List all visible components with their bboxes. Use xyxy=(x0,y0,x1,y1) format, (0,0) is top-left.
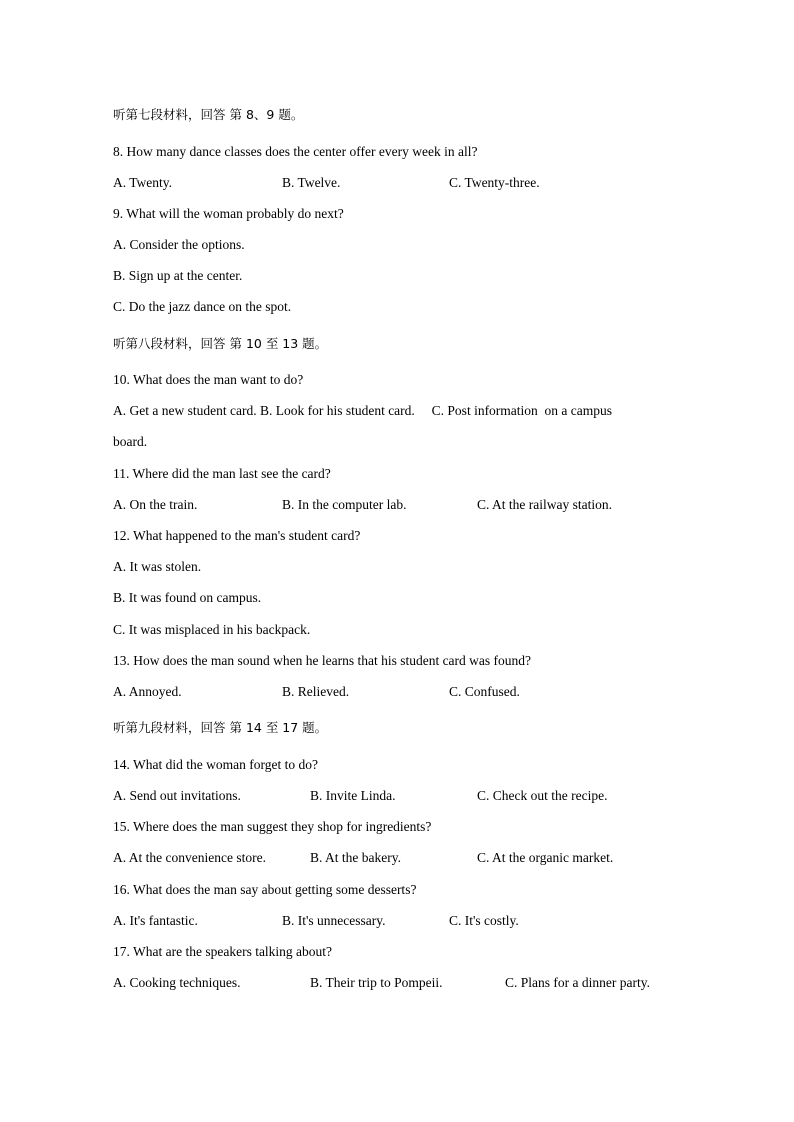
option-8c: C. Twenty-three. xyxy=(449,175,540,190)
options-10-continued: board. xyxy=(113,434,148,449)
question-14: 14. What did the woman forget to do? xyxy=(113,757,318,772)
option-16c: C. It's costly. xyxy=(449,913,519,928)
option-9c: C. Do the jazz dance on the spot. xyxy=(113,299,292,314)
section-heading-9: 听第九段材料，回答 第 14 至 17 题。 xyxy=(113,720,328,735)
option-8a: A. Twenty. xyxy=(113,175,173,190)
option-16a: A. It's fantastic. xyxy=(113,913,198,928)
question-9: 9. What will the woman probably do next? xyxy=(113,206,344,221)
option-15c: C. At the organic market. xyxy=(477,850,614,865)
question-10: 10. What does the man want to do? xyxy=(113,372,304,387)
question-15: 15. Where does the man suggest they shop for ingredients? xyxy=(113,819,432,834)
option-17a: A. Cooking techniques. xyxy=(113,975,241,990)
option-14c: C. Check out the recipe. xyxy=(477,788,608,803)
option-14b: B. Invite Linda. xyxy=(310,788,396,803)
option-12a: A. It was stolen. xyxy=(113,559,202,574)
option-9a: A. Consider the options. xyxy=(113,237,245,252)
question-8: 8. How many dance classes does the center offer every week in all? xyxy=(113,144,478,159)
option-9b: B. Sign up at the center. xyxy=(113,268,243,283)
option-13c: C. Confused. xyxy=(449,684,520,699)
section-heading-7: 听第七段材料，回答 第 8、9 题。 xyxy=(113,107,304,122)
section-heading-8: 听第八段材料，回答 第 10 至 13 题。 xyxy=(113,336,328,351)
option-16b: B. It's unnecessary. xyxy=(282,913,386,928)
option-14a: A. Send out invitations. xyxy=(113,788,241,803)
option-12b: B. It was found on campus. xyxy=(113,590,262,605)
option-17b: B. Their trip to Pompeii. xyxy=(310,975,443,990)
option-11b: B. In the computer lab. xyxy=(282,497,407,512)
options-10: A. Get a new student card. B. Look for his student card. C. Post information on a campus xyxy=(113,403,613,418)
option-15a: A. At the convenience store. xyxy=(113,850,266,865)
option-13a: A. Annoyed. xyxy=(113,684,182,699)
option-17c: C. Plans for a dinner party. xyxy=(505,975,650,990)
question-12: 12. What happened to the man's student card? xyxy=(113,528,361,543)
option-15b: B. At the bakery. xyxy=(310,850,401,865)
option-13b: B. Relieved. xyxy=(282,684,350,699)
question-11: 11. Where did the man last see the card? xyxy=(113,466,331,481)
question-16: 16. What does the man say about getting some desserts? xyxy=(113,882,417,897)
option-8b: B. Twelve. xyxy=(282,175,341,190)
option-11c: C. At the railway station. xyxy=(477,497,612,512)
question-17: 17. What are the speakers talking about? xyxy=(113,944,333,959)
option-12c: C. It was misplaced in his backpack. xyxy=(113,622,311,637)
question-13: 13. How does the man sound when he learns that his student card was found? xyxy=(113,653,532,668)
option-11a: A. On the train. xyxy=(113,497,198,512)
